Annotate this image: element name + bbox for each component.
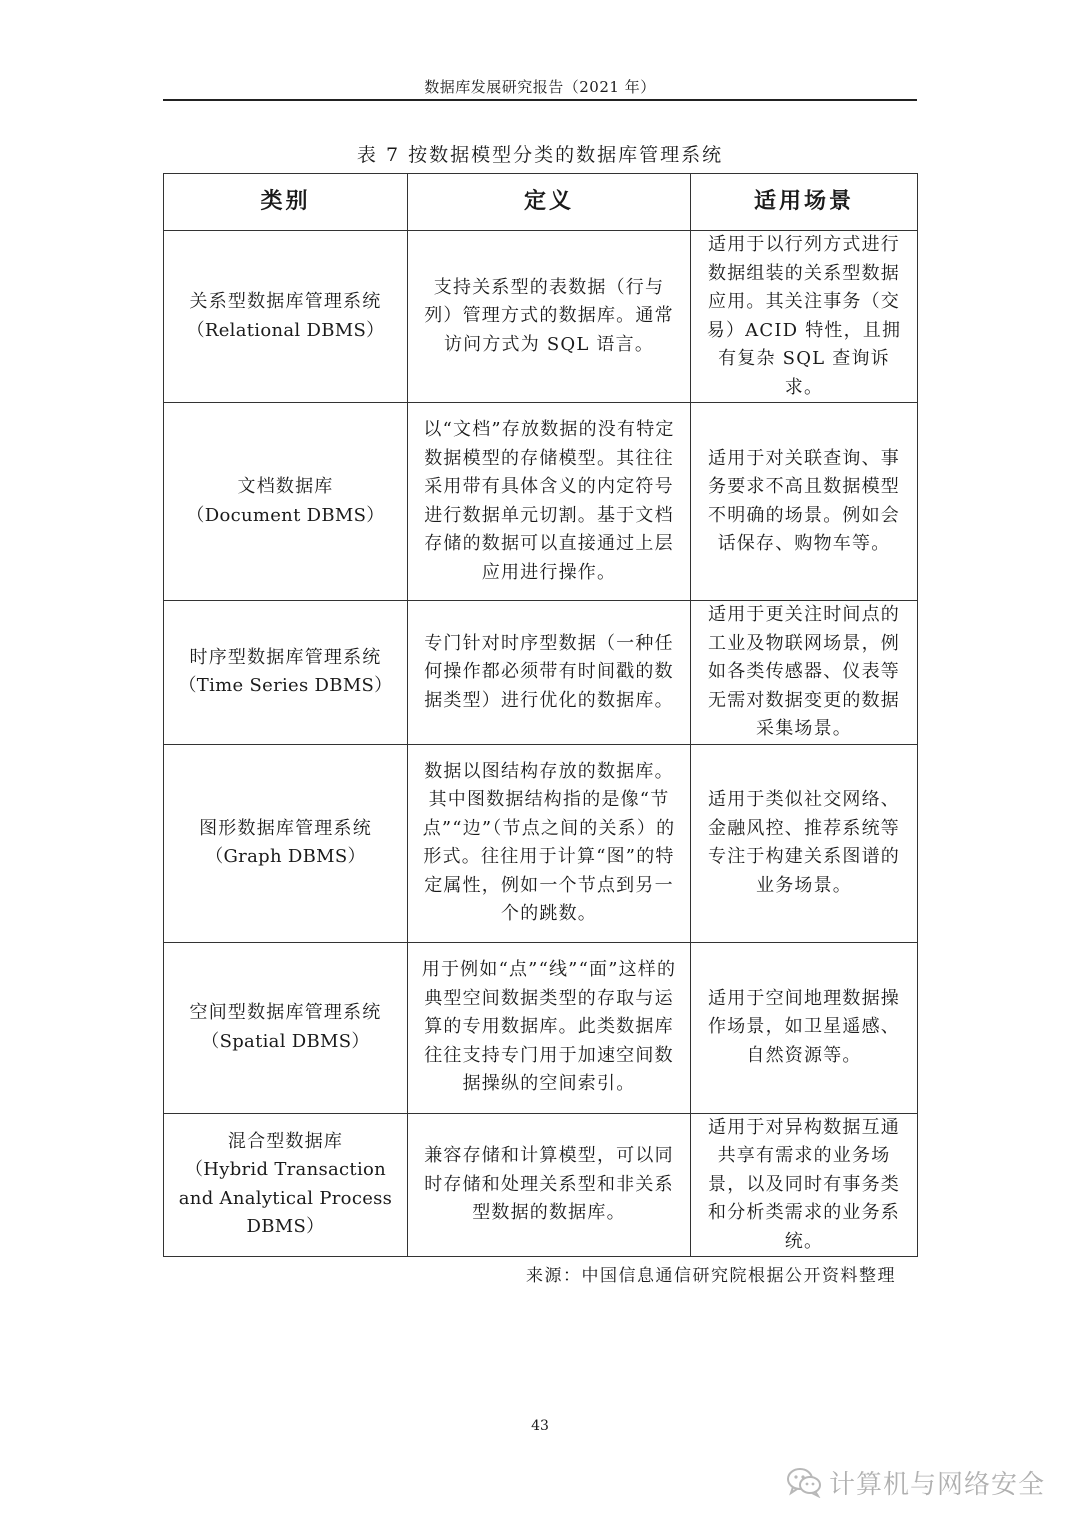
category-name: 混合型数据库 <box>227 1130 344 1152</box>
category-cell <box>164 942 408 1113</box>
category-english-name: （Relational DBMS） <box>186 319 385 341</box>
header-rule <box>163 99 917 101</box>
definition-cell: 专门针对时序型数据（一种任何操作都必须带有时间戳的数据类型）进行优化的数据库。 <box>408 601 691 745</box>
category-english-name: （Document DBMS） <box>186 504 385 526</box>
category-name: 空间型数据库管理系统 <box>189 1002 382 1023</box>
running-header: 数据库发展研究报告（2021 年） <box>424 78 656 96</box>
definition-cell: 支持关系型的表数据（行与列）管理方式的数据库。通常访问方式为 SQL 语言。 <box>408 231 691 403</box>
category-name: 文档数据库 <box>237 476 334 497</box>
category-cell <box>164 744 408 942</box>
category-cell <box>164 403 408 601</box>
category-cell <box>164 601 408 745</box>
definition-cell: 以“文档”存放数据的没有特定数据模型的存储模型。其往往采用带有具体含义的内定符号进行数据单元切割。基于文档存储的数据可以直接通过上层应用进行操作。 <box>408 403 691 601</box>
definition-cell: 用于例如“点”“线”“面”这样的典型空间数据类型的存取与运算的专用数据库。此类数据库往往支持专门用于加速空间数据操纵的空间索引。 <box>408 942 691 1113</box>
watermark <box>785 1462 1045 1502</box>
table-row <box>164 601 918 745</box>
scenario-cell: 适用于更关注时间点的工业及物联网场景，例如各类传感器、仪表等无需对数据变更的数据采集场景。 <box>691 601 918 745</box>
header-scenario: 适用场景 <box>691 174 918 231</box>
category-cell <box>164 1113 408 1257</box>
table-row <box>164 403 918 601</box>
category-name: 时序型数据库管理系统 <box>189 646 382 668</box>
scenario-cell: 适用于对关联查询、事务要求不高且数据模型不明确的场景。例如会话保存、购物车等。 <box>691 403 918 601</box>
category-english-name: （Time Series DBMS） <box>178 675 393 697</box>
header-category: 类别 <box>164 174 408 231</box>
scenario-cell: 适用于对异构数据互通共享有需求的业务场景，以及同时有事务类和分析类需求的业务系统。 <box>691 1113 918 1257</box>
table-header-row <box>164 174 918 231</box>
category-english-name: （Graph DBMS） <box>205 846 366 867</box>
table-source-note: 来源：中国信息通信研究院根据公开资料整理 <box>526 1266 896 1286</box>
category-name: 图形数据库管理系统 <box>199 817 372 839</box>
wechat-icon <box>785 1466 823 1498</box>
table-row <box>164 1113 918 1257</box>
scenario-cell: 适用于以行列方式进行数据组装的关系型数据应用。其关注事务（交易）ACID 特性，且拥有复杂 SQL 查询诉求。 <box>691 231 918 403</box>
table-caption: 表 7 按数据模型分类的数据库管理系统 <box>356 144 724 166</box>
page-number: 43 <box>531 1418 549 1434</box>
dbms-classification-table <box>163 173 918 1257</box>
category-cell <box>164 231 408 403</box>
definition-cell: 数据以图结构存放的数据库。其中图数据结构指的是像“节点”“边”（节点之间的关系）的形式。往往用于计算“图”的特定属性，例如一个节点到另一个的跳数。 <box>408 744 691 942</box>
header-definition: 定义 <box>408 174 691 231</box>
category-english-name: （Spatial DBMS） <box>201 1030 370 1052</box>
table-row <box>164 942 918 1113</box>
definition-cell: 兼容存储和计算模型，可以同时存储和处理关系型和非关系型数据的数据库。 <box>408 1113 691 1257</box>
watermark-text: 计算机与网络安全 <box>829 1469 1046 1500</box>
table-row <box>164 231 918 403</box>
category-english-name: （Hybrid Transaction and Analytical Process DBMS） <box>178 1159 393 1238</box>
category-name: 关系型数据库管理系统 <box>189 291 382 312</box>
scenario-cell: 适用于空间地理数据操作场景，如卫星遥感、自然资源等。 <box>691 942 918 1113</box>
table-row <box>164 744 918 942</box>
scenario-cell: 适用于类似社交网络、金融风控、推荐系统等专注于构建关系图谱的业务场景。 <box>691 744 918 942</box>
